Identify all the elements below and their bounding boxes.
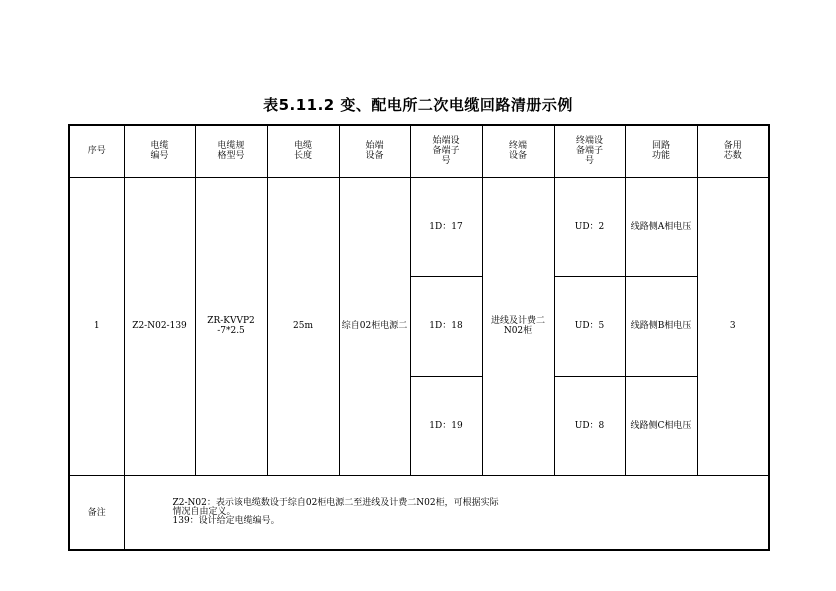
end-terminal-cell: UD：8: [554, 376, 625, 475]
header-cell: 终端 设备: [482, 125, 554, 177]
length-cell: 25m: [267, 177, 339, 475]
function-cell: 线路侧C相电压: [625, 376, 697, 475]
header-cell: 电缆规 格型号: [195, 125, 267, 177]
notes-row: [69, 476, 769, 550]
notes-text: [124, 476, 769, 550]
end-terminal-cell: UD：2: [554, 177, 625, 276]
end-terminal-cell: UD：5: [554, 277, 625, 376]
function-cell: 线路侧A相电压: [625, 177, 697, 276]
header-cell: 电缆 长度: [267, 125, 339, 177]
cable-spec-cell: ZR-KVVP2 -7*2.5: [195, 177, 267, 475]
header-cell: 始端 设备: [339, 125, 410, 177]
note-line: 情况自由定义。: [172, 507, 236, 518]
spare-cores-cell: 3: [697, 177, 769, 475]
start-terminal-cell: 1D：19: [410, 376, 482, 475]
start-terminal-cell: 1D：17: [410, 177, 482, 276]
function-cell: 线路侧B相电压: [625, 277, 697, 376]
cable-no-cell: Z2-N02-139: [124, 177, 195, 475]
header-cell: 电缆 编号: [124, 125, 195, 177]
end-device-cell: 进线及计费二 N02柜: [482, 177, 554, 475]
table-row: [69, 177, 769, 276]
header-cell: 备用 芯数: [697, 125, 769, 177]
cable-schedule-table: [68, 124, 770, 551]
note-line: 139：设计给定电缆编号。: [172, 516, 280, 527]
notes-label: 备注: [69, 476, 124, 550]
page-title: 表5.11.2 变、配电所二次电缆回路清册示例: [263, 96, 573, 114]
note-line: Z2-N02：表示该电缆数设于综自02柜电源二至进线及计费二N02柜，可根据实际: [172, 498, 499, 509]
seq-cell: 1: [69, 177, 124, 475]
header-cell: 终端设 备端子 号: [554, 125, 625, 177]
header-row: [69, 125, 769, 177]
header-cell: 回路 功能: [625, 125, 697, 177]
header-cell: 始端设 备端子 号: [410, 125, 482, 177]
start-terminal-cell: 1D：18: [410, 277, 482, 376]
start-device-cell: 综自02柜电源二: [339, 177, 410, 475]
header-cell: 序号: [69, 125, 124, 177]
